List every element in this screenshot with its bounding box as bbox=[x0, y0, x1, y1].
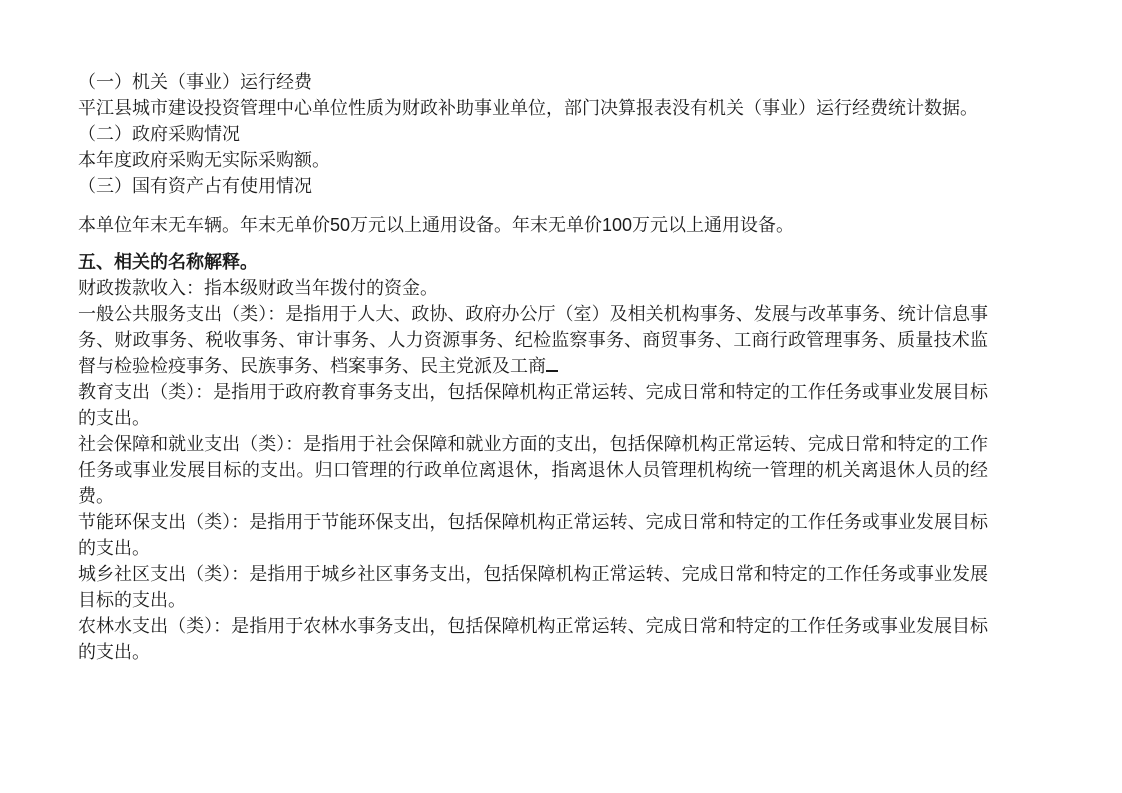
section-1-body: 平江县城市建设投资管理中心单位性质为财政补助事业单位，部门决算报表没有机关（事业）运行经费统计数据。 bbox=[78, 98, 978, 119]
term-agriculture-forestry-water: 农林水支出（类）：是指用于农林水事务支出，包括保障机构正常运转、完成日常和特定的工作任务或事业发展目标的支出。 bbox=[78, 616, 988, 663]
term-education: 教育支出（类）：是指用于政府教育事务支出，包括保障机构正常运转、完成日常和特定的工作任务或事业发展目标的支出。 bbox=[78, 382, 988, 429]
term-urban-rural-community: 城乡社区支出（类）：是指用于城乡社区事务支出，包括保障机构正常运转、完成日常和特定的工作任务或事业发展目标的支出。 bbox=[78, 564, 988, 611]
term-energy-environment: 节能环保支出（类）：是指用于节能环保支出，包括保障机构正常运转、完成日常和特定的工作任务或事业发展目标的支出。 bbox=[78, 512, 988, 559]
section-3-body: 本单位年末无车辆。年末无单价50万元以上通用设备。年末无单价100万元以上通用设备。 bbox=[78, 215, 795, 235]
section-2-heading: （二）政府采购情况 bbox=[78, 124, 240, 145]
document-page bbox=[78, 70, 988, 666]
text-cursor bbox=[546, 354, 558, 372]
section-2-body: 本年度政府采购无实际采购额。 bbox=[78, 150, 330, 171]
section-5-heading: 五、相关的名称解释。 bbox=[78, 252, 258, 273]
term-general-public-services bbox=[78, 302, 988, 380]
term-fiscal-revenue: 财政拨款收入：指本级财政当年拨付的资金。 bbox=[78, 278, 438, 299]
section-3-heading: （三）国有资产占有使用情况 bbox=[78, 176, 312, 197]
section-1-heading: （一）机关（事业）运行经费 bbox=[78, 72, 312, 93]
term-social-security: 社会保障和就业支出（类）：是指用于社会保障和就业方面的支出，包括保障机构正常运转、完成日常和特定的工作任务或事业发展目标的支出。归口管理的行政单位离退休，指离退休人员管理机构统一管理的机关离退休人员的经费。 bbox=[78, 434, 988, 507]
term-general-public-services-text: 一般公共服务支出（类）：是指用于人大、政协、政府办公厅（室）及相关机构事务、发展与改革事务、统计信息事务、财政事务、税收事务、审计事务、人力资源事务、纪检监察事务、商贸事务、工商行政管理事务、质量技术监督与检验检疫事务、民族事务、档案事务、民主党派及工商 bbox=[78, 304, 988, 377]
